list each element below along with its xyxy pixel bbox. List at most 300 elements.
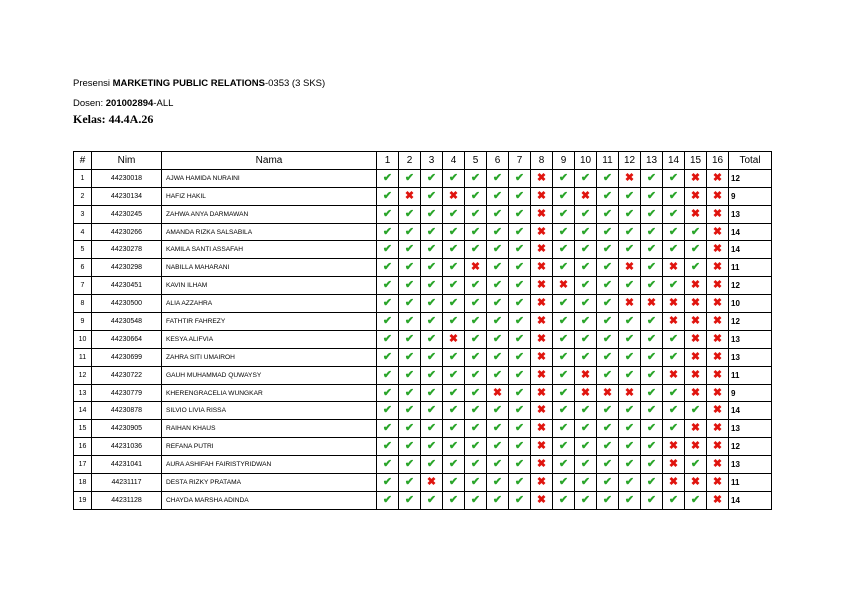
attendance-cell xyxy=(619,259,641,277)
student-nim: 44230779 xyxy=(92,384,162,402)
attendance-cell xyxy=(377,223,399,241)
attendance-cell xyxy=(443,187,465,205)
attendance-cell xyxy=(531,330,553,348)
attendance-total: 12 xyxy=(729,438,772,456)
attendance-cell xyxy=(443,205,465,223)
check-icon: ✔ xyxy=(470,243,481,256)
cross-icon: ✖ xyxy=(536,493,547,506)
attendance-cell xyxy=(487,223,509,241)
check-icon: ✔ xyxy=(514,332,525,345)
check-icon: ✔ xyxy=(580,314,591,327)
cross-icon: ✖ xyxy=(536,279,547,292)
student-name: DESTA RIZKY PRATAMA xyxy=(162,474,377,492)
attendance-cell xyxy=(509,491,531,509)
attendance-cell xyxy=(509,313,531,331)
check-icon: ✔ xyxy=(492,297,503,310)
cross-icon: ✖ xyxy=(712,243,723,256)
check-icon: ✔ xyxy=(668,350,679,363)
check-icon: ✔ xyxy=(426,171,437,184)
attendance-cell xyxy=(399,330,421,348)
check-icon: ✔ xyxy=(382,261,393,274)
attendance-total: 11 xyxy=(729,366,772,384)
attendance-cell xyxy=(487,474,509,492)
check-icon: ✔ xyxy=(646,314,657,327)
attendance-cell xyxy=(707,491,729,509)
attendance-cell xyxy=(443,420,465,438)
attendance-cell xyxy=(399,366,421,384)
attendance-cell xyxy=(707,277,729,295)
check-icon: ✔ xyxy=(668,189,679,202)
attendance-cell xyxy=(509,187,531,205)
cross-icon: ✖ xyxy=(690,475,701,488)
cross-icon: ✖ xyxy=(690,368,701,381)
attendance-cell xyxy=(399,187,421,205)
check-icon: ✔ xyxy=(426,350,437,363)
attendance-cell xyxy=(553,223,575,241)
attendance-cell xyxy=(685,169,707,187)
cross-icon: ✖ xyxy=(492,386,503,399)
attendance-cell xyxy=(531,295,553,313)
check-icon: ✔ xyxy=(514,207,525,220)
cross-icon: ✖ xyxy=(712,225,723,238)
check-icon: ✔ xyxy=(690,458,701,471)
attendance-cell xyxy=(465,277,487,295)
attendance-cell xyxy=(443,330,465,348)
student-nim: 44230699 xyxy=(92,348,162,366)
row-number: 9 xyxy=(74,313,92,331)
cross-icon: ✖ xyxy=(712,171,723,184)
col-header-meeting: 2 xyxy=(399,152,421,170)
attendance-total: 11 xyxy=(729,259,772,277)
table-row xyxy=(74,438,772,456)
col-header-meeting: 11 xyxy=(597,152,619,170)
attendance-cell xyxy=(685,491,707,509)
attendance-cell xyxy=(421,223,443,241)
cross-icon: ✖ xyxy=(536,350,547,363)
attendance-cell xyxy=(663,295,685,313)
attendance-cell xyxy=(553,348,575,366)
attendance-cell xyxy=(685,366,707,384)
student-name: CHAYDA MARSHA ADINDA xyxy=(162,491,377,509)
cross-icon: ✖ xyxy=(580,386,591,399)
check-icon: ✔ xyxy=(448,297,459,310)
header-row xyxy=(74,152,772,170)
attendance-cell xyxy=(553,456,575,474)
check-icon: ✔ xyxy=(426,404,437,417)
check-icon: ✔ xyxy=(580,261,591,274)
check-icon: ✔ xyxy=(426,314,437,327)
attendance-cell xyxy=(619,205,641,223)
cross-icon: ✖ xyxy=(690,297,701,310)
check-icon: ✔ xyxy=(558,368,569,381)
check-icon: ✔ xyxy=(602,422,613,435)
check-icon: ✔ xyxy=(646,368,657,381)
attendance-cell xyxy=(663,384,685,402)
attendance-cell xyxy=(575,313,597,331)
check-icon: ✔ xyxy=(514,404,525,417)
attendance-cell xyxy=(509,169,531,187)
attendance-cell xyxy=(487,491,509,509)
check-icon: ✔ xyxy=(668,404,679,417)
check-icon: ✔ xyxy=(514,386,525,399)
table-row xyxy=(74,223,772,241)
row-number: 16 xyxy=(74,438,92,456)
attendance-cell xyxy=(377,491,399,509)
cross-icon: ✖ xyxy=(602,386,613,399)
row-number: 4 xyxy=(74,223,92,241)
attendance-cell xyxy=(531,348,553,366)
table-row xyxy=(74,313,772,331)
check-icon: ✔ xyxy=(470,350,481,363)
check-icon: ✔ xyxy=(492,475,503,488)
check-icon: ✔ xyxy=(448,422,459,435)
cross-icon: ✖ xyxy=(536,171,547,184)
check-icon: ✔ xyxy=(426,279,437,292)
row-number: 12 xyxy=(74,366,92,384)
check-icon: ✔ xyxy=(558,225,569,238)
check-icon: ✔ xyxy=(580,404,591,417)
attendance-cell xyxy=(509,402,531,420)
col-header-nama: Nama xyxy=(162,152,377,170)
row-number: 6 xyxy=(74,259,92,277)
attendance-cell xyxy=(641,295,663,313)
cross-icon: ✖ xyxy=(646,297,657,310)
check-icon: ✔ xyxy=(382,189,393,202)
check-icon: ✔ xyxy=(514,189,525,202)
cross-icon: ✖ xyxy=(712,314,723,327)
cross-icon: ✖ xyxy=(668,368,679,381)
cross-icon: ✖ xyxy=(536,261,547,274)
attendance-cell xyxy=(619,223,641,241)
attendance-cell xyxy=(465,402,487,420)
attendance-cell xyxy=(509,259,531,277)
attendance-cell xyxy=(487,187,509,205)
student-nim: 44230878 xyxy=(92,402,162,420)
check-icon: ✔ xyxy=(514,350,525,363)
check-icon: ✔ xyxy=(624,207,635,220)
check-icon: ✔ xyxy=(646,350,657,363)
attendance-cell xyxy=(443,241,465,259)
attendance-total: 14 xyxy=(729,491,772,509)
check-icon: ✔ xyxy=(514,243,525,256)
student-nim: 44230451 xyxy=(92,277,162,295)
check-icon: ✔ xyxy=(448,458,459,471)
student-name: AURA ASHIFAH FAIRISTYRIDWAN xyxy=(162,456,377,474)
attendance-cell xyxy=(707,187,729,205)
attendance-cell xyxy=(553,169,575,187)
attendance-cell xyxy=(509,205,531,223)
row-number: 2 xyxy=(74,187,92,205)
attendance-cell xyxy=(421,295,443,313)
row-number: 5 xyxy=(74,241,92,259)
check-icon: ✔ xyxy=(492,332,503,345)
cross-icon: ✖ xyxy=(624,261,635,274)
col-header-meeting: 3 xyxy=(421,152,443,170)
cross-icon: ✖ xyxy=(580,368,591,381)
attendance-cell xyxy=(465,205,487,223)
attendance-cell xyxy=(443,456,465,474)
check-icon: ✔ xyxy=(470,207,481,220)
attendance-cell xyxy=(531,402,553,420)
check-icon: ✔ xyxy=(404,297,415,310)
attendance-cell xyxy=(597,348,619,366)
attendance-cell xyxy=(487,241,509,259)
check-icon: ✔ xyxy=(492,422,503,435)
check-icon: ✔ xyxy=(624,279,635,292)
attendance-cell xyxy=(377,277,399,295)
attendance-cell xyxy=(399,277,421,295)
attendance-cell xyxy=(619,169,641,187)
attendance-cell xyxy=(377,205,399,223)
check-icon: ✔ xyxy=(668,171,679,184)
check-icon: ✔ xyxy=(404,458,415,471)
cross-icon: ✖ xyxy=(668,261,679,274)
col-header-meeting: 15 xyxy=(685,152,707,170)
check-icon: ✔ xyxy=(580,279,591,292)
attendance-cell xyxy=(377,456,399,474)
check-icon: ✔ xyxy=(382,207,393,220)
check-icon: ✔ xyxy=(426,368,437,381)
attendance-cell xyxy=(575,205,597,223)
course-name: MARKETING PUBLIC RELATIONS xyxy=(112,78,265,89)
table-row xyxy=(74,259,772,277)
student-name: KAMILA SANTI ASSAFAH xyxy=(162,241,377,259)
attendance-cell xyxy=(663,402,685,420)
attendance-cell xyxy=(531,438,553,456)
attendance-cell xyxy=(597,420,619,438)
attendance-cell xyxy=(597,313,619,331)
attendance-cell xyxy=(399,295,421,313)
attendance-cell xyxy=(487,456,509,474)
attendance-cell xyxy=(597,223,619,241)
check-icon: ✔ xyxy=(448,279,459,292)
check-icon: ✔ xyxy=(470,368,481,381)
check-icon: ✔ xyxy=(668,279,679,292)
check-icon: ✔ xyxy=(690,404,701,417)
row-number: 13 xyxy=(74,384,92,402)
check-icon: ✔ xyxy=(514,279,525,292)
attendance-cell xyxy=(619,187,641,205)
check-icon: ✔ xyxy=(404,207,415,220)
cross-icon: ✖ xyxy=(536,440,547,453)
check-icon: ✔ xyxy=(602,404,613,417)
dosen-suffix: -ALL xyxy=(153,98,174,109)
attendance-cell xyxy=(553,438,575,456)
student-name: KAVIN ILHAM xyxy=(162,277,377,295)
attendance-cell xyxy=(597,241,619,259)
cross-icon: ✖ xyxy=(712,493,723,506)
check-icon: ✔ xyxy=(470,386,481,399)
attendance-cell xyxy=(619,402,641,420)
cross-icon: ✖ xyxy=(426,475,437,488)
check-icon: ✔ xyxy=(558,386,569,399)
attendance-cell xyxy=(487,205,509,223)
attendance-cell xyxy=(443,277,465,295)
student-nim: 44230664 xyxy=(92,330,162,348)
attendance-cell xyxy=(487,420,509,438)
attendance-cell xyxy=(685,330,707,348)
course-line xyxy=(73,76,325,92)
cross-icon: ✖ xyxy=(536,207,547,220)
check-icon: ✔ xyxy=(492,225,503,238)
check-icon: ✔ xyxy=(668,243,679,256)
attendance-cell xyxy=(619,348,641,366)
check-icon: ✔ xyxy=(404,422,415,435)
check-icon: ✔ xyxy=(514,475,525,488)
attendance-cell xyxy=(465,295,487,313)
attendance-cell xyxy=(685,259,707,277)
cross-icon: ✖ xyxy=(690,207,701,220)
attendance-cell xyxy=(575,438,597,456)
attendance-cell xyxy=(575,348,597,366)
attendance-cell xyxy=(421,491,443,509)
attendance-cell xyxy=(443,474,465,492)
row-number: 19 xyxy=(74,491,92,509)
attendance-cell xyxy=(443,169,465,187)
check-icon: ✔ xyxy=(558,207,569,220)
attendance-cell xyxy=(707,366,729,384)
check-icon: ✔ xyxy=(492,207,503,220)
attendance-cell xyxy=(443,384,465,402)
attendance-cell xyxy=(553,187,575,205)
attendance-cell xyxy=(575,474,597,492)
check-icon: ✔ xyxy=(492,404,503,417)
dosen-line xyxy=(73,96,325,112)
check-icon: ✔ xyxy=(404,261,415,274)
attendance-cell xyxy=(399,348,421,366)
attendance-cell xyxy=(509,384,531,402)
attendance-cell xyxy=(641,169,663,187)
check-icon: ✔ xyxy=(448,225,459,238)
student-nim: 44230905 xyxy=(92,420,162,438)
cross-icon: ✖ xyxy=(668,475,679,488)
attendance-total: 14 xyxy=(729,402,772,420)
attendance-cell xyxy=(641,205,663,223)
check-icon: ✔ xyxy=(624,314,635,327)
attendance-cell xyxy=(641,456,663,474)
check-icon: ✔ xyxy=(624,368,635,381)
cross-icon: ✖ xyxy=(448,332,459,345)
cross-icon: ✖ xyxy=(536,243,547,256)
attendance-cell xyxy=(641,491,663,509)
col-header-meeting: 1 xyxy=(377,152,399,170)
cross-icon: ✖ xyxy=(536,475,547,488)
col-header-meeting: 12 xyxy=(619,152,641,170)
student-nim: 44231128 xyxy=(92,491,162,509)
col-header-meeting: 9 xyxy=(553,152,575,170)
check-icon: ✔ xyxy=(624,404,635,417)
attendance-cell xyxy=(421,330,443,348)
attendance-cell xyxy=(531,474,553,492)
check-icon: ✔ xyxy=(382,440,393,453)
attendance-cell xyxy=(399,259,421,277)
check-icon: ✔ xyxy=(514,171,525,184)
attendance-cell xyxy=(443,223,465,241)
row-number: 11 xyxy=(74,348,92,366)
attendance-cell xyxy=(575,420,597,438)
check-icon: ✔ xyxy=(492,279,503,292)
attendance-cell xyxy=(641,330,663,348)
check-icon: ✔ xyxy=(690,261,701,274)
attendance-cell xyxy=(509,420,531,438)
attendance-total: 12 xyxy=(729,169,772,187)
attendance-cell xyxy=(575,241,597,259)
attendance-cell xyxy=(465,313,487,331)
cross-icon: ✖ xyxy=(690,350,701,363)
attendance-cell xyxy=(421,277,443,295)
cross-icon: ✖ xyxy=(690,314,701,327)
check-icon: ✔ xyxy=(448,493,459,506)
check-icon: ✔ xyxy=(426,458,437,471)
check-icon: ✔ xyxy=(470,171,481,184)
attendance-cell xyxy=(685,420,707,438)
check-icon: ✔ xyxy=(470,440,481,453)
table-row xyxy=(74,420,772,438)
check-icon: ✔ xyxy=(646,332,657,345)
row-number: 7 xyxy=(74,277,92,295)
check-icon: ✔ xyxy=(382,368,393,381)
check-icon: ✔ xyxy=(470,297,481,310)
student-name: NABILLA MAHARANI xyxy=(162,259,377,277)
attendance-cell xyxy=(531,277,553,295)
check-icon: ✔ xyxy=(668,225,679,238)
attendance-total: 14 xyxy=(729,241,772,259)
check-icon: ✔ xyxy=(492,261,503,274)
attendance-cell xyxy=(641,402,663,420)
col-header-meeting: 10 xyxy=(575,152,597,170)
attendance-cell xyxy=(531,384,553,402)
check-icon: ✔ xyxy=(580,207,591,220)
student-nim: 44230500 xyxy=(92,295,162,313)
check-icon: ✔ xyxy=(492,368,503,381)
attendance-cell xyxy=(531,241,553,259)
cross-icon: ✖ xyxy=(668,297,679,310)
check-icon: ✔ xyxy=(382,225,393,238)
attendance-cell xyxy=(663,187,685,205)
attendance-cell xyxy=(685,223,707,241)
attendance-cell xyxy=(531,205,553,223)
attendance-cell xyxy=(619,438,641,456)
cross-icon: ✖ xyxy=(536,332,547,345)
attendance-cell xyxy=(377,295,399,313)
cross-icon: ✖ xyxy=(536,225,547,238)
check-icon: ✔ xyxy=(514,314,525,327)
check-icon: ✔ xyxy=(382,386,393,399)
check-icon: ✔ xyxy=(470,189,481,202)
document-header xyxy=(73,76,325,126)
attendance-total: 11 xyxy=(729,474,772,492)
cross-icon: ✖ xyxy=(690,189,701,202)
check-icon: ✔ xyxy=(646,404,657,417)
check-icon: ✔ xyxy=(514,493,525,506)
attendance-cell xyxy=(707,420,729,438)
attendance-cell xyxy=(707,402,729,420)
attendance-cell xyxy=(443,259,465,277)
check-icon: ✔ xyxy=(426,422,437,435)
check-icon: ✔ xyxy=(404,440,415,453)
attendance-total: 13 xyxy=(729,205,772,223)
attendance-cell xyxy=(421,384,443,402)
student-name: GAUH MUHAMMAD QUWAYSY xyxy=(162,366,377,384)
attendance-cell xyxy=(641,474,663,492)
row-number: 3 xyxy=(74,205,92,223)
check-icon: ✔ xyxy=(602,314,613,327)
check-icon: ✔ xyxy=(558,422,569,435)
attendance-cell xyxy=(619,313,641,331)
check-icon: ✔ xyxy=(492,314,503,327)
table-row xyxy=(74,366,772,384)
cross-icon: ✖ xyxy=(712,207,723,220)
